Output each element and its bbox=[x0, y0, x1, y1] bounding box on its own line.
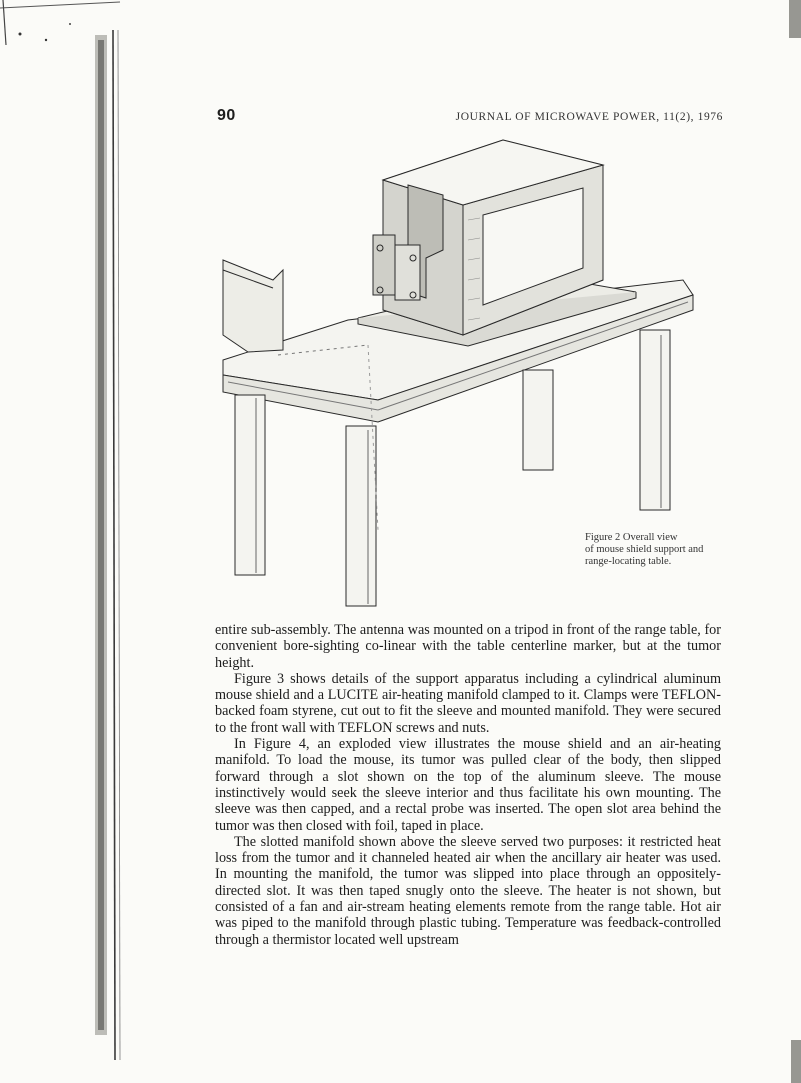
running-head: JOURNAL OF MICROWAVE POWER, 11(2), 1976 bbox=[455, 111, 723, 123]
body-text bbox=[215, 622, 721, 948]
caption-line: range-locating table. bbox=[585, 556, 672, 567]
paragraph: Figure 3 shows details of the support apparatus including a cylindrical aluminum mouse shield and a LUCITE air-heating manifold clamped to it. Clamps were TEFLON-backed foam styrene, cut out to fit the sleeve and mounted manifold. They were secured to the front wall with TEFLON screws and nuts. bbox=[215, 670, 721, 736]
paragraph: In Figure 4, an exploded view illustrates the mouse shield and an air-heating manifold. To load the mouse, its tumor was pulled clear of the body, then slipped forward through a slot shown on the top of the aluminum sleeve. The mouse instinctively would seek the sleeve interior and thus facilitate his own mounting. The sleeve was then capped, and a rectal probe was inserted. The open slot area behind the tumor was then closed with foil, taped in place. bbox=[215, 736, 721, 834]
scan-binding-edge bbox=[0, 0, 123, 1083]
paragraph: The slotted manifold shown above the sleeve served two purposes: it restricted heat loss from the tumor and it channeled heated air when the ancillary air heater was used. In mounting the manifold, the tumor was slipped into place through an oppositely-directed slot. It was then taped snugly onto the sleeve. The heater is not shown, but consisted of a fan and air-stream heating elements remote from the range table. Hot air was piped to the manifold through plastic tubing. Temperature was feedback-controlled through a thermistor located well upstream bbox=[215, 833, 721, 948]
scan-right-edge bbox=[781, 0, 801, 1083]
paragraph: entire sub-assembly. The antenna was mounted on a tripod in front of the range table, for convenient bore-sighting co-linear with the table centerline marker, but at the tumor height. bbox=[215, 622, 721, 671]
caption-line: of mouse shield support and bbox=[585, 544, 704, 555]
figure-caption bbox=[585, 532, 735, 568]
page-number: 90 bbox=[217, 107, 236, 124]
caption-line: Figure 2 Overall view bbox=[585, 532, 678, 543]
